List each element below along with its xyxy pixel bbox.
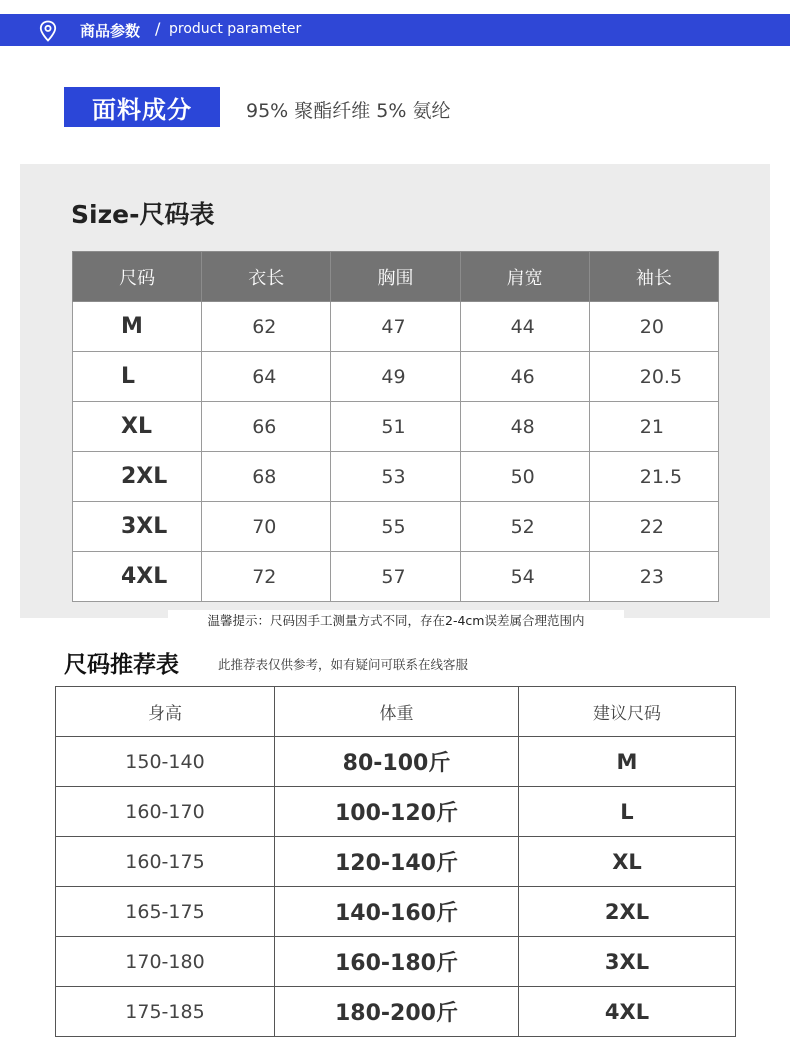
table-row [73, 302, 719, 352]
table-row [56, 837, 736, 887]
size-header-row [73, 252, 719, 302]
header-cell: 肩宽 [460, 252, 589, 302]
weight-cell: 160-180斤 [275, 937, 519, 987]
height-cell: 175-185 [56, 987, 275, 1037]
header-title: 商品参数 [80, 22, 141, 40]
recommend-table [55, 686, 736, 1037]
header-cell: 衣长 [202, 252, 331, 302]
height-cell: 165-175 [56, 887, 275, 937]
table-row [73, 452, 719, 502]
chest-cell: 51 [331, 402, 460, 452]
table-row [73, 502, 719, 552]
table-row [56, 987, 736, 1037]
length-cell: 72 [202, 552, 331, 602]
height-cell: 150-140 [56, 737, 275, 787]
size-cell: 3XL [73, 502, 202, 552]
recommend-title: 尺码推荐表 [64, 652, 179, 678]
suggested-size-cell: 2XL [519, 887, 736, 937]
weight-cell: 100-120斤 [275, 787, 519, 837]
sleeve-cell: 20.5 [589, 352, 718, 402]
header-cell: 尺码 [73, 252, 202, 302]
chest-cell: 53 [331, 452, 460, 502]
fabric-value: 95% 聚酯纤维 5% 氨纶 [246, 100, 451, 122]
fabric-label: 面料成分 [64, 87, 220, 127]
weight-cell: 80-100斤 [275, 737, 519, 787]
table-row [56, 937, 736, 987]
shoulder-cell: 44 [460, 302, 589, 352]
chest-cell: 49 [331, 352, 460, 402]
shoulder-cell: 50 [460, 452, 589, 502]
header-subtitle: product parameter [169, 21, 302, 37]
weight-cell: 120-140斤 [275, 837, 519, 887]
size-chart-table [72, 251, 719, 602]
table-row [56, 887, 736, 937]
suggested-size-cell: L [519, 787, 736, 837]
table-row [73, 352, 719, 402]
height-cell: 170-180 [56, 937, 275, 987]
size-cell: 2XL [73, 452, 202, 502]
header-bar [0, 14, 790, 46]
shoulder-cell: 52 [460, 502, 589, 552]
header-cell: 体重 [275, 687, 519, 737]
height-cell: 160-175 [56, 837, 275, 887]
table-row [73, 402, 719, 452]
measurement-notice: 温馨提示：尺码因手工测量方式不同，存在2-4cm误差属合理范围内 [168, 610, 624, 632]
size-cell: M [73, 302, 202, 352]
suggested-size-cell: 4XL [519, 987, 736, 1037]
suggested-size-cell: XL [519, 837, 736, 887]
header-separator: / [155, 19, 161, 38]
length-cell: 64 [202, 352, 331, 402]
suggested-size-cell: M [519, 737, 736, 787]
weight-cell: 180-200斤 [275, 987, 519, 1037]
shoulder-cell: 54 [460, 552, 589, 602]
size-cell: 4XL [73, 552, 202, 602]
chest-cell: 57 [331, 552, 460, 602]
sleeve-cell: 21 [589, 402, 718, 452]
sleeve-cell: 20 [589, 302, 718, 352]
recommend-header-row [56, 687, 736, 737]
length-cell: 66 [202, 402, 331, 452]
shoulder-cell: 46 [460, 352, 589, 402]
table-row [73, 552, 719, 602]
header-cell: 袖长 [589, 252, 718, 302]
header-cell: 身高 [56, 687, 275, 737]
height-cell: 160-170 [56, 787, 275, 837]
sleeve-cell: 23 [589, 552, 718, 602]
weight-cell: 140-160斤 [275, 887, 519, 937]
chest-cell: 47 [331, 302, 460, 352]
size-cell: L [73, 352, 202, 402]
shoulder-cell: 48 [460, 402, 589, 452]
size-chart-title: Size-尺码表 [71, 200, 215, 229]
header-cell: 胸围 [331, 252, 460, 302]
length-cell: 62 [202, 302, 331, 352]
header-cell: 建议尺码 [519, 687, 736, 737]
length-cell: 68 [202, 452, 331, 502]
length-cell: 70 [202, 502, 331, 552]
recommend-subtitle: 此推荐表仅供参考，如有疑问可联系在线客服 [218, 657, 469, 672]
size-cell: XL [73, 402, 202, 452]
sleeve-cell: 22 [589, 502, 718, 552]
table-row [56, 787, 736, 837]
location-pin-icon [38, 20, 58, 42]
table-row [56, 737, 736, 787]
sleeve-cell: 21.5 [589, 452, 718, 502]
chest-cell: 55 [331, 502, 460, 552]
suggested-size-cell: 3XL [519, 937, 736, 987]
